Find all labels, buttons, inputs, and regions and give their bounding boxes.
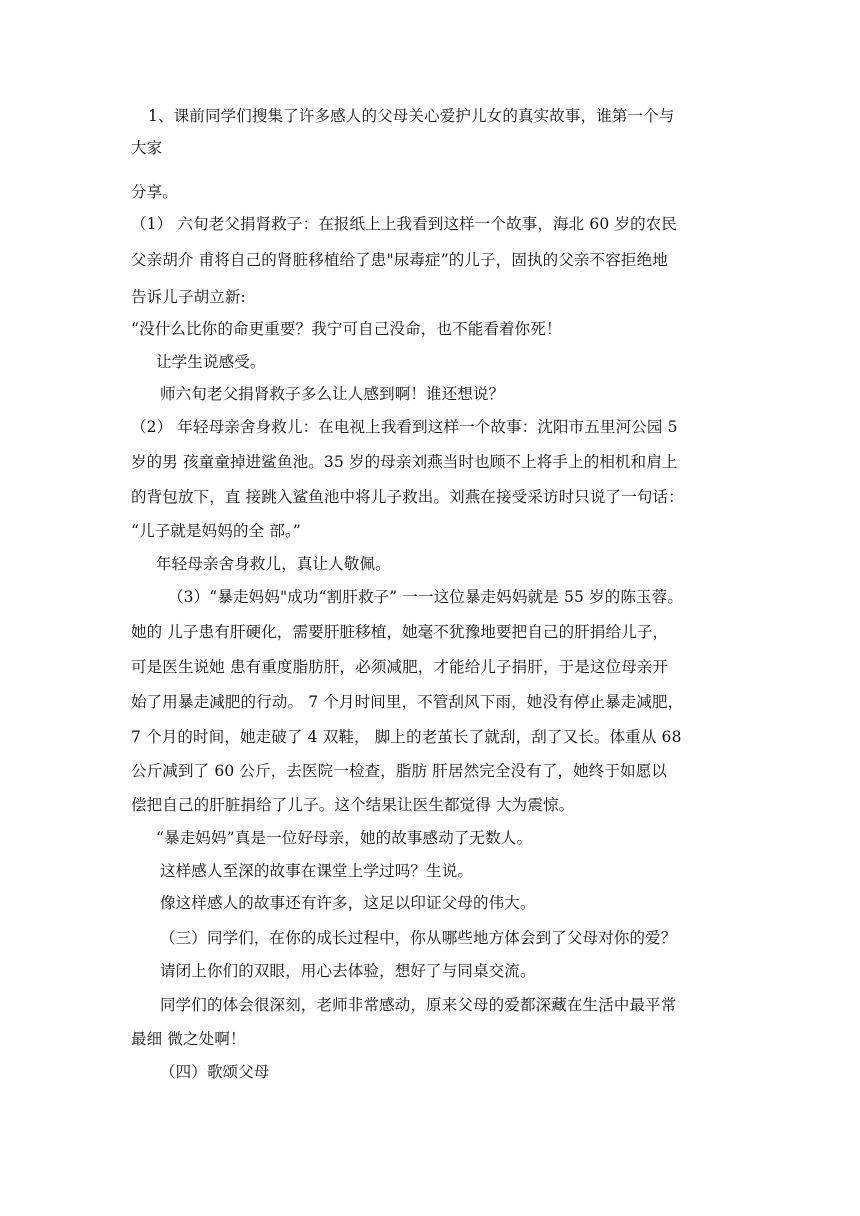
section-heading: （三）同学们，在你的成长过程中，你从哪些地方体会到了父母对你的爱？: [160, 929, 677, 947]
paragraph-line: 可是医生说她 患有重度脂肪肝，必须减肥，才能给儿子捐肝，于是这位母亲开: [131, 658, 669, 676]
paragraph-line: 告诉儿子胡立新:: [131, 288, 246, 306]
paragraph-line: 这样感人至深的故事在课堂上学过吗？生说。: [160, 862, 474, 880]
paragraph-line: 偿把自己的肝脏捐给了儿子。这个结果让医生都觉得 大为震惊。: [131, 796, 575, 814]
paragraph-line: 像这样感人的故事还有许多，这足以印证父母的伟大。: [160, 894, 536, 912]
paragraph-line: 公斤减到了 60 公斤，去医院一检查，脂肪 肝居然完全没有了，她终于如愿以: [131, 762, 668, 780]
paragraph-line: 年轻母亲舍身救儿，真让人敬佩。: [156, 555, 391, 573]
paragraph-line: 师六旬老父捐肾救子多么让人感到啊！谁还想说？: [160, 385, 505, 403]
paragraph-line: 最细 微之处啊！: [131, 1030, 246, 1048]
paragraph-line: “暴走妈妈”真是一位好母亲，她的故事感动了无数人。: [156, 829, 533, 847]
paragraph-line: （1） 六旬老父捐肾救子：在报纸上上我看到这样一个故事，海北 60 岁的农民: [131, 215, 678, 233]
paragraph-line: 岁的男 孩童童掉进鲨鱼池。35 岁的母亲刘燕当时也顾不上将手上的相机和肩上: [131, 453, 678, 471]
paragraph-line: 7 个月的时间，她走破了 4 双鞋， 脚上的老茧长了就刮，刮了又长。体重从 68: [131, 728, 682, 746]
paragraph-line: 分享。: [131, 183, 178, 201]
paragraph-line: 始了用暴走减肥的行动。 7 个月时间里，不管刮风下雨，她没有停止暴走减肥，: [131, 693, 684, 711]
paragraph-line: 请闭上你们的双眼，用心去体验，想好了与同桌交流。: [160, 962, 536, 980]
quote-line: “儿子就是妈妈的全 部。”: [131, 522, 301, 540]
section-heading: （四）歌颂父母: [160, 1063, 270, 1081]
paragraph-line: （2） 年轻母亲舍身救儿：在电视上我看到这样一个故事：沈阳市五里河公园 5: [131, 418, 678, 436]
paragraph-line: （3）“暴走妈妈"成功“割肝救子” 一一这位暴走妈妈就是 55 岁的陈玉蓉。: [168, 588, 683, 606]
quote-line: “没什么比你的命更重要？我宁可自己没命，也不能看着你死！: [131, 320, 562, 338]
paragraph-line: 的背包放下，直 接跳入鲨鱼池中将儿子救出。刘燕在接受采访时只说了一句话：: [131, 488, 684, 506]
paragraph-line: 大家: [131, 139, 163, 157]
paragraph-line: 让学生说感受。: [156, 353, 266, 371]
paragraph-line: 同学们的体会很深刻，老师非常感动，原来父母的爱都深藏在生活中最平常: [160, 996, 677, 1014]
paragraph-line: 1、课前同学们搜集了许多感人的父母关心爱护儿女的真实故事，谁第一个与: [148, 107, 675, 125]
paragraph-line: 她的 儿子患有肝硬化，需要肝脏移植，她毫不犹豫地要把自己的肝捐给儿子，: [131, 623, 669, 641]
paragraph-line: 父亲胡介 甫将自己的肾脏移植给了患"尿毒症”的儿子，固执的父亲不容拒绝地: [131, 251, 668, 269]
